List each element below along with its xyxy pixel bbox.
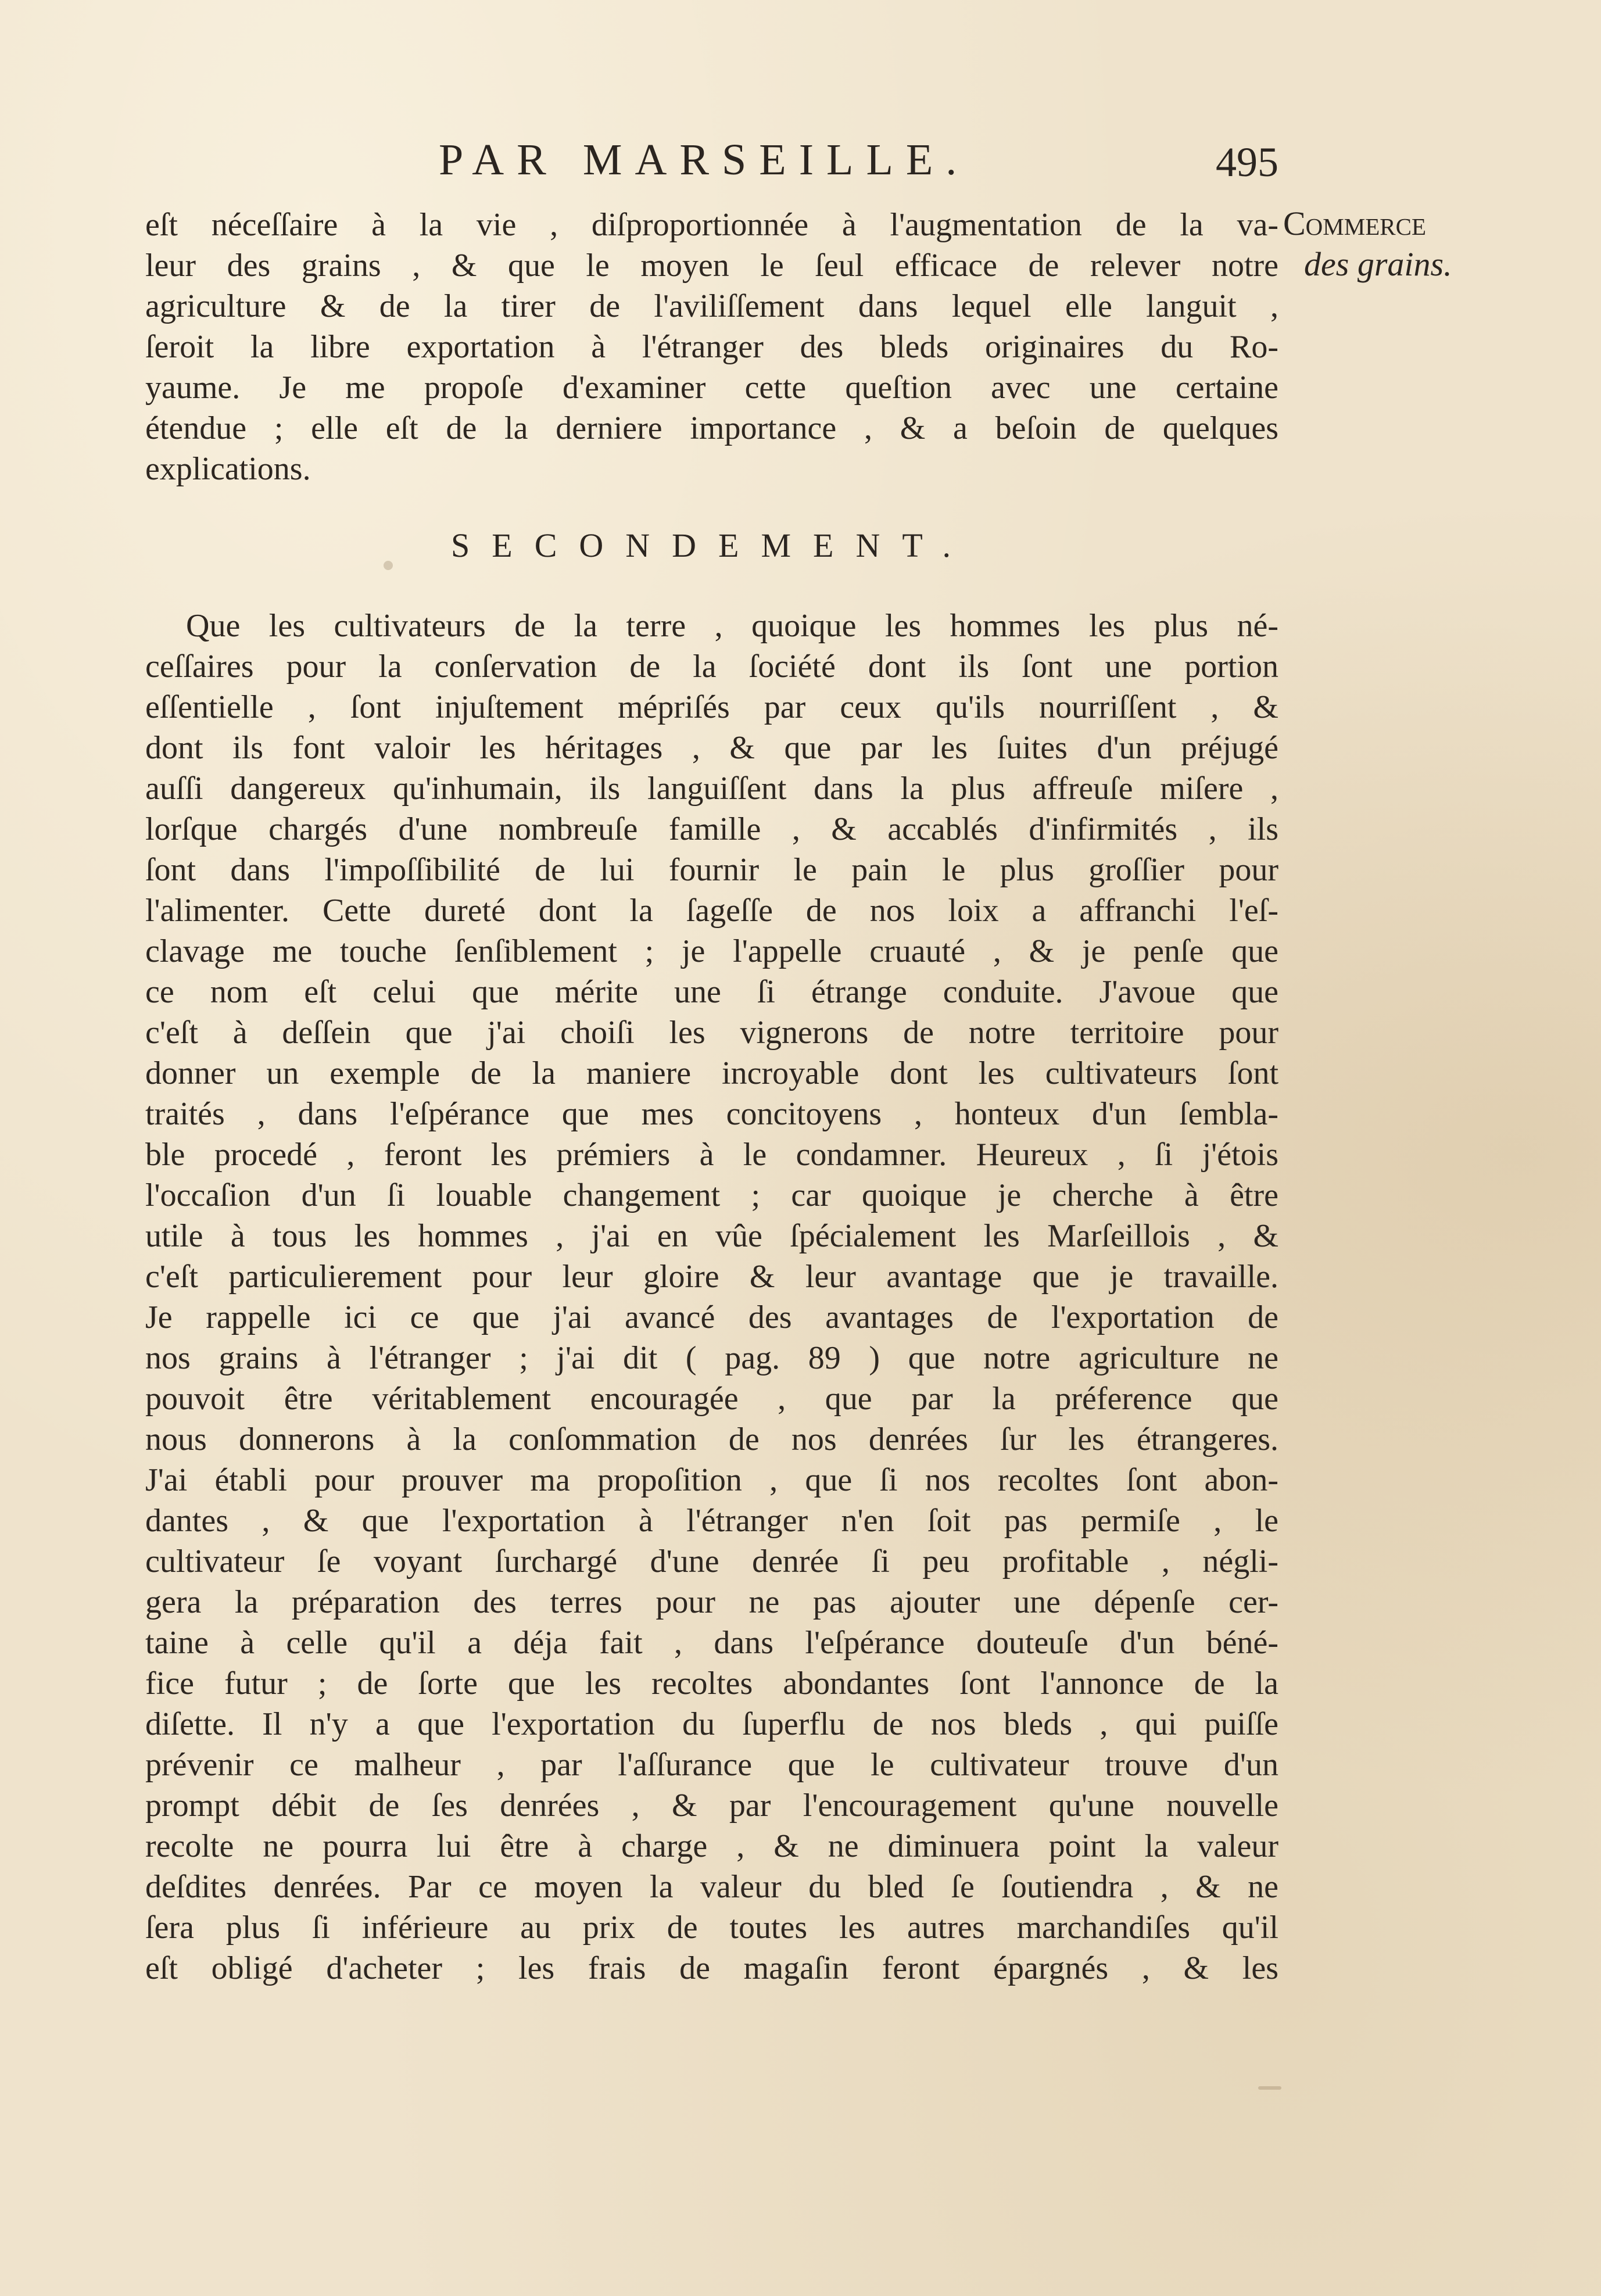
text-line: ble procedé , feront les prémiers à le condamner. Heureux , ſi j'étois (145, 1137, 1278, 1173)
text-line: cultivateur ſe voyant ſurchargé d'une denrée ſi peu profitable , négli- (145, 1543, 1278, 1579)
marginal-note-subtitle: des grains. (1304, 245, 1452, 283)
text-line: Que les cultivateurs de la terre , quoique les hommes les plus né- (186, 608, 1278, 644)
text-line: ſera plus ſi inférieure au prix de toutes les autres marchandiſes qu'il (145, 1910, 1278, 1946)
text-line: agriculture & de la tirer de l'aviliſſement dans lequel elle languit , (145, 288, 1278, 324)
paper-stain (1258, 2086, 1281, 2090)
text-line: ſont dans l'impoſſibilité de lui fournir le pain le plus groſſier pour (145, 852, 1278, 888)
text-line: explications. (145, 451, 311, 487)
text-line: c'eſt à deſſein que j'ai choiſi les vignerons de notre territoire pour (145, 1015, 1278, 1051)
text-line: donner un exemple de la maniere incroyable dont les cultivateurs ſont (145, 1055, 1278, 1091)
text-line: ſeroit la libre exportation à l'étranger des bleds originaires du Ro- (145, 329, 1278, 365)
text-line: traités , dans l'eſpérance que mes concitoyens , honteux d'un ſembla- (145, 1096, 1278, 1132)
text-line: fice futur ; de ſorte que les recoltes abondantes ſont l'annonce de la (145, 1665, 1278, 1702)
page-number: 495 (1216, 139, 1278, 185)
text-line: ceſſaires pour la conſervation de la ſociété dont ils ſont une portion (145, 649, 1278, 685)
text-line: dantes , & que l'exportation à l'étranger n'en ſoit pas permiſe , le (145, 1503, 1278, 1539)
running-head (145, 135, 1278, 187)
section-heading: SECONDEMENT. (451, 526, 973, 564)
text-line: diſette. Il n'y a que l'exportation du ſuperflu de nos bleds , qui puiſſe (145, 1706, 1278, 1742)
text-line: ce nom eſt celui que mérite une ſi étrange conduite. J'avoue que (145, 974, 1278, 1010)
text-line: étendue ; elle eſt de la derniere importance , & a beſoin de quelques (145, 410, 1278, 446)
text-line: leur des grains , & que le moyen le ſeul efficace de relever notre (145, 248, 1278, 284)
text-line: clavage me touche ſenſiblement ; je l'appelle cruauté , & je penſe que (145, 933, 1278, 969)
marginal-note (1283, 203, 1481, 285)
text-line: recolte ne pourra lui être à charge , & ne diminuera point la valeur (145, 1828, 1278, 1864)
text-line: deſdites denrées. Par ce moyen la valeur du bled ſe ſoutiendra , & ne (145, 1869, 1278, 1905)
text-line: gera la préparation des terres pour ne pas ajouter une dépenſe cer- (145, 1584, 1278, 1620)
paragraph-top (145, 205, 1278, 489)
text-line: c'eſt particulierement pour leur gloire & leur avantage que je travaille. (145, 1259, 1278, 1295)
text-line: taine à celle qu'il a déja fait , dans l'eſpérance douteuſe d'un béné- (145, 1625, 1278, 1661)
text-line: yaume. Je me propoſe d'examiner cette queſtion avec une certaine (145, 370, 1278, 406)
text-line: eſſentielle , ſont injuſtement mépriſés par ceux qu'ils nourriſſent , & (145, 689, 1278, 725)
text-line: nos grains à l'étranger ; j'ai dit ( pag. 89 ) que notre agriculture ne (145, 1340, 1278, 1376)
text-line: pouvoit être véritablement encouragée , que par la préference que (145, 1381, 1278, 1417)
text-line: eſt obligé d'acheter ; les frais de magaſin feront épargnés , & les (145, 1950, 1278, 1986)
text-line: dont ils font valoir les héritages , & que par les ſuites d'un préjugé (145, 730, 1278, 766)
text-line: utile à tous les hommes , j'ai en vûe ſpécialement les Marſeillois , & (145, 1218, 1278, 1254)
paragraph-main (145, 606, 1278, 1989)
text-line: prompt débit de ſes denrées , & par l'encouragement qu'une nouvelle (145, 1788, 1278, 1824)
text-line: eſt néceſſaire à la vie , diſproportionnée à l'augmentation de la va- (145, 207, 1278, 243)
text-line: Je rappelle ici ce que j'ai avancé des avantages de l'exportation de (145, 1299, 1278, 1335)
text-line: lorſque chargés d'une nombreuſe famille , & accablés d'infirmités , ils (145, 811, 1278, 847)
text-line: l'alimenter. Cette dureté dont la ſageſſe de nos loix a affranchi l'eſ- (145, 893, 1278, 929)
text-line: l'occaſion d'un ſi louable changement ; car quoique je cherche à être (145, 1177, 1278, 1213)
text-line: J'ai établi pour prouver ma propoſition , que ſi nos recoltes ſont abon- (145, 1462, 1278, 1498)
text-line: auſſi dangereux qu'inhumain, ils languiſſent dans la plus affreuſe miſere , (145, 771, 1278, 807)
text-line: prévenir ce malheur , par l'aſſurance que le cultivateur trouve d'un (145, 1747, 1278, 1783)
text-line: nous donnerons à la conſommation de nos denrées ſur les étrangeres. (145, 1421, 1278, 1457)
running-title: PAR MARSEILLE. (439, 135, 970, 184)
marginal-note-title: Commerce (1283, 205, 1426, 242)
